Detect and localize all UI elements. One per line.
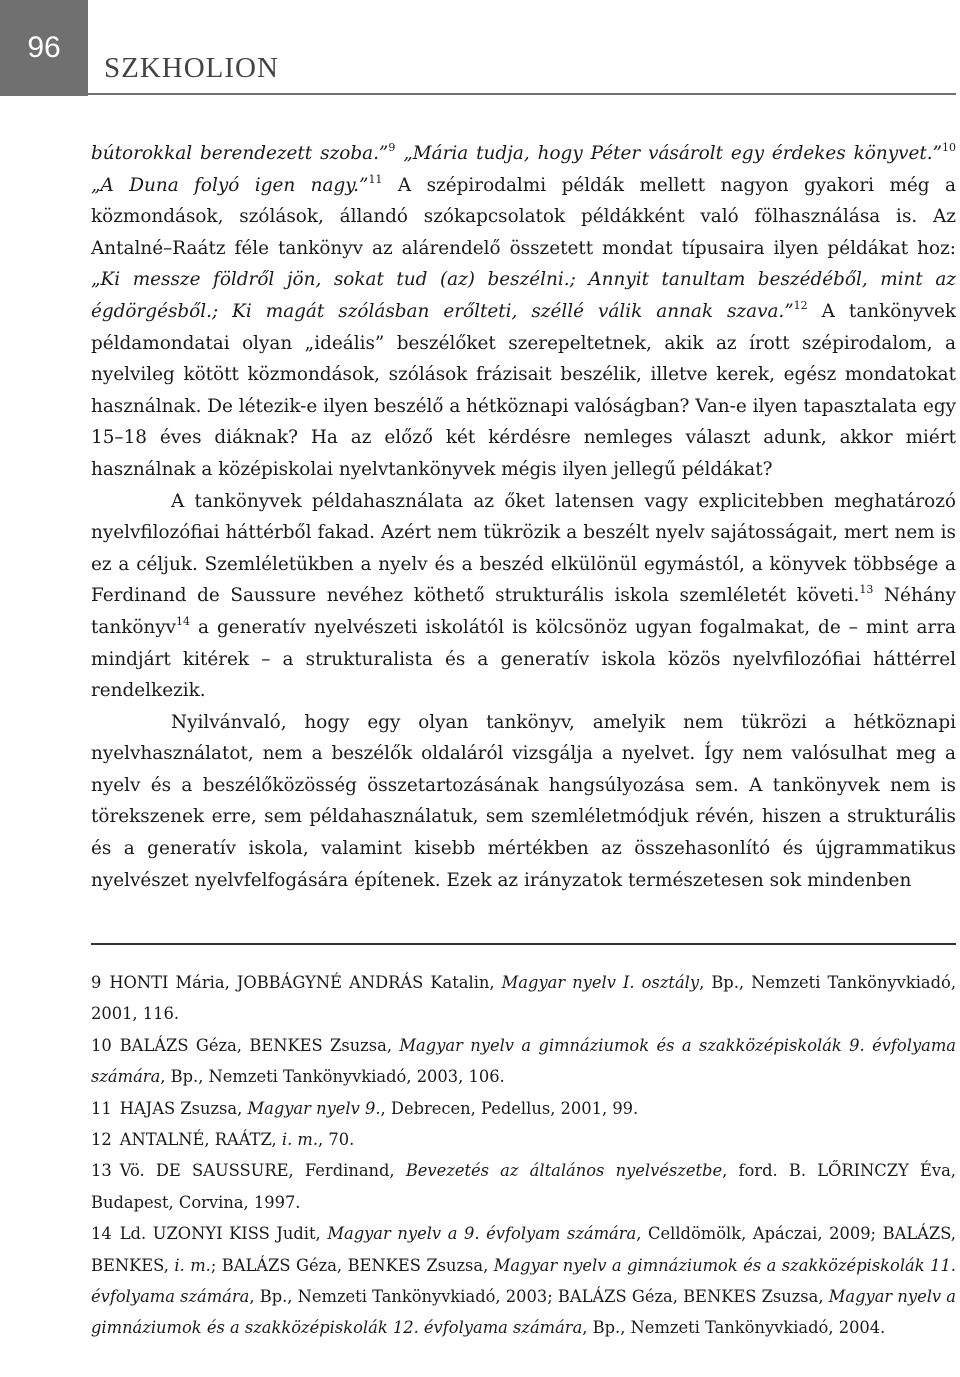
- italic-text: Magyar nyelv a gimnáziumok és a szakközépiskolák 11. évfolyama számára: [91, 1255, 956, 1307]
- text-run: ; BALÁZS Géza, BENKES Zsuzsa,: [210, 1255, 494, 1275]
- text-run: ANTALNÉ, RAÁTZ,: [119, 1130, 282, 1150]
- text-run: A tankönyvek példamondatai olyan „ideális” beszélőket szerepeltetnek, akik az írott szépirodalom, a nyelvileg kötött közmondások, szólások frázisait beszélik, illetve kerek, egész mondatokat használnak. De létezik-e ilyen beszélő a hétköznapi valóságban? Van-e ilyen tapasztalata egy 15–18 éves diáknak? Ha az előző két kérdésre nemleges választ adunk, akkor miért használnak a középiskolai nyelvtankönyvek mégis ilyen jellegű példákat?: [91, 300, 956, 480]
- text-run: , 70.: [318, 1130, 355, 1150]
- text-run: BALÁZS Géza, BENKES Zsuzsa,: [119, 1035, 400, 1055]
- footnotes: [91, 967, 956, 1344]
- text-run: , Bp., Nemzeti Tankönyvkiadó, 2003; BALÁZS Géza, BENKES Zsuzsa,: [249, 1287, 829, 1307]
- page-header: [0, 0, 960, 96]
- italic-text: i. m.: [281, 1130, 319, 1150]
- footnote-number: 11: [91, 1098, 112, 1118]
- text-run: HAJAS Zsuzsa,: [119, 1098, 248, 1118]
- italic-text: „Mária tudja, hogy Péter vásárolt egy érdekes könyvet.”: [395, 143, 942, 164]
- footnote: [91, 1093, 956, 1124]
- footnote-ref: 10: [942, 141, 956, 154]
- text-run: HONTI Mária, JOBBÁGYNÉ ANDRÁS Katalin,: [109, 973, 502, 992]
- paragraph-1: [91, 138, 956, 486]
- italic-text: Magyar nyelv I. osztály: [501, 973, 700, 992]
- text-run: , Bp., Nemzeti Tankönyvkiadó, 2003, 106.: [160, 1067, 505, 1087]
- text-run: Nyilvánvaló, hogy egy olyan tankönyv, amelyik nem tükrözi a hétköznapi nyelvhasználatot, nem a beszélők oldaláról vizsgálja a nyelvet. Így nem valósulhat meg a nyelv és a beszélőközösség összetartozásának hangsúlyozása sem. A tankönyvek nem is törekszenek erre, sem példahasználatuk, sem szemléletmódjuk révén, hiszen a strukturális és a generatív iskola, valamint kisebb mértékben az összehasonlító és újgrammatikus nyelvészet nyelvfelfogására építenek. Ezek az irányzatok természetesen sok mindenben: [91, 711, 956, 891]
- page-number: 96: [0, 0, 88, 96]
- header-rule: [88, 93, 956, 95]
- footnote-number: 13: [91, 1161, 112, 1181]
- footnote-ref: 12: [793, 298, 808, 312]
- text-run: A tankönyvek példahasználata az őket latensen vagy explicitebben meghatározó nyelvfilozófiai háttérből fakad. Azért nem tükrözik a beszélt nyelv sajátosságait, mert nem is ez a céljuk. Szemléletükben a nyelv és a beszéd elkülönül egymástól, a könyvek többsége a Ferdinand de Saussure nevéhez köthető strukturális iskola szemléletét követi.: [91, 490, 956, 607]
- footnote: [91, 1155, 956, 1218]
- text-run: , Celldömölk, Apáczai, 2009; BALÁZS, BENKES,: [91, 1224, 956, 1275]
- italic-text: bútorokkal berendezett szoba.”: [91, 143, 389, 164]
- text-run: , Debrecen, Pedellus, 2001, 99.: [380, 1098, 639, 1118]
- text-run: , Bp., Nemzeti Tankönyvkiadó, 2004.: [582, 1318, 886, 1338]
- footnote: [91, 1218, 956, 1344]
- footnote: [91, 1124, 956, 1155]
- journal-title: SZKHOLION: [104, 52, 279, 84]
- text-run: A szépirodalmi példák mellett nagyon gyakori még a közmondások, szólások, állandó szókapcsolatok példákként való fölhasználása is. Az Antalné–Raátz féle tankönyv az alárendelő összetett mondat típusaira ilyen példákat hoz:: [91, 174, 956, 259]
- text-run: Ld. UZONYI KISS Judit,: [119, 1224, 328, 1244]
- italic-text: Magyar nyelv 9.: [247, 1098, 381, 1118]
- italic-text: „A Duna folyó igen nagy.”: [91, 174, 369, 196]
- footnote: [91, 967, 956, 1030]
- footnote-ref: 9: [388, 141, 396, 154]
- italic-text: Magyar nyelv a gimnáziumok és a szakközépiskolák 12. évfolyama számára: [91, 1287, 956, 1338]
- italic-text: „Ki messze földről jön, sokat tud (az) beszélni.; Annyit tanultam beszédéből, mint az égdörgésből.; Ki magát szólásban erőlteti, széllé válik annak szava.”: [91, 269, 956, 322]
- footnote-number: 12: [91, 1130, 112, 1150]
- text-run: a generatív nyelvészeti iskolától is kölcsönöz ugyan fogalmakat, de – mint arra mindjárt kitérek – a strukturalista és a generatív iskola közös nyelvfilozófiai háttérrel rendelkezik.: [91, 616, 956, 702]
- footnote: [91, 1030, 956, 1093]
- italic-text: i. m.: [174, 1255, 211, 1275]
- italic-text: Bevezetés az általános nyelvészetbe: [405, 1161, 723, 1181]
- footnote-ref: 13: [859, 583, 874, 597]
- text-run: Vö. DE SAUSSURE, Ferdinand,: [119, 1161, 406, 1181]
- text-run: , Bp., Nemzeti Tankönyvkiadó, 2001, 116.: [91, 973, 957, 1024]
- main-text: [91, 138, 956, 896]
- paragraph-3: [91, 707, 956, 897]
- italic-text: Magyar nyelv a gimnáziumok és a szakközépiskolák 9. évfolyama számára: [91, 1035, 956, 1087]
- text-run: Néhány tankönyv: [91, 585, 956, 638]
- footnote-number: 10: [91, 1035, 112, 1055]
- footnote-rule: [91, 943, 956, 945]
- footnote-ref: 11: [368, 172, 383, 186]
- text-run: , ford. B. LŐRINCZY Éva, Budapest, Corvina, 1997.: [91, 1161, 956, 1212]
- footnote-number: 14: [91, 1224, 112, 1244]
- paragraph-2: [91, 486, 956, 707]
- italic-text: Magyar nyelv a 9. évfolyam számára: [327, 1224, 637, 1244]
- footnote-ref: 14: [176, 614, 191, 628]
- footnote-number: 9: [91, 973, 102, 992]
